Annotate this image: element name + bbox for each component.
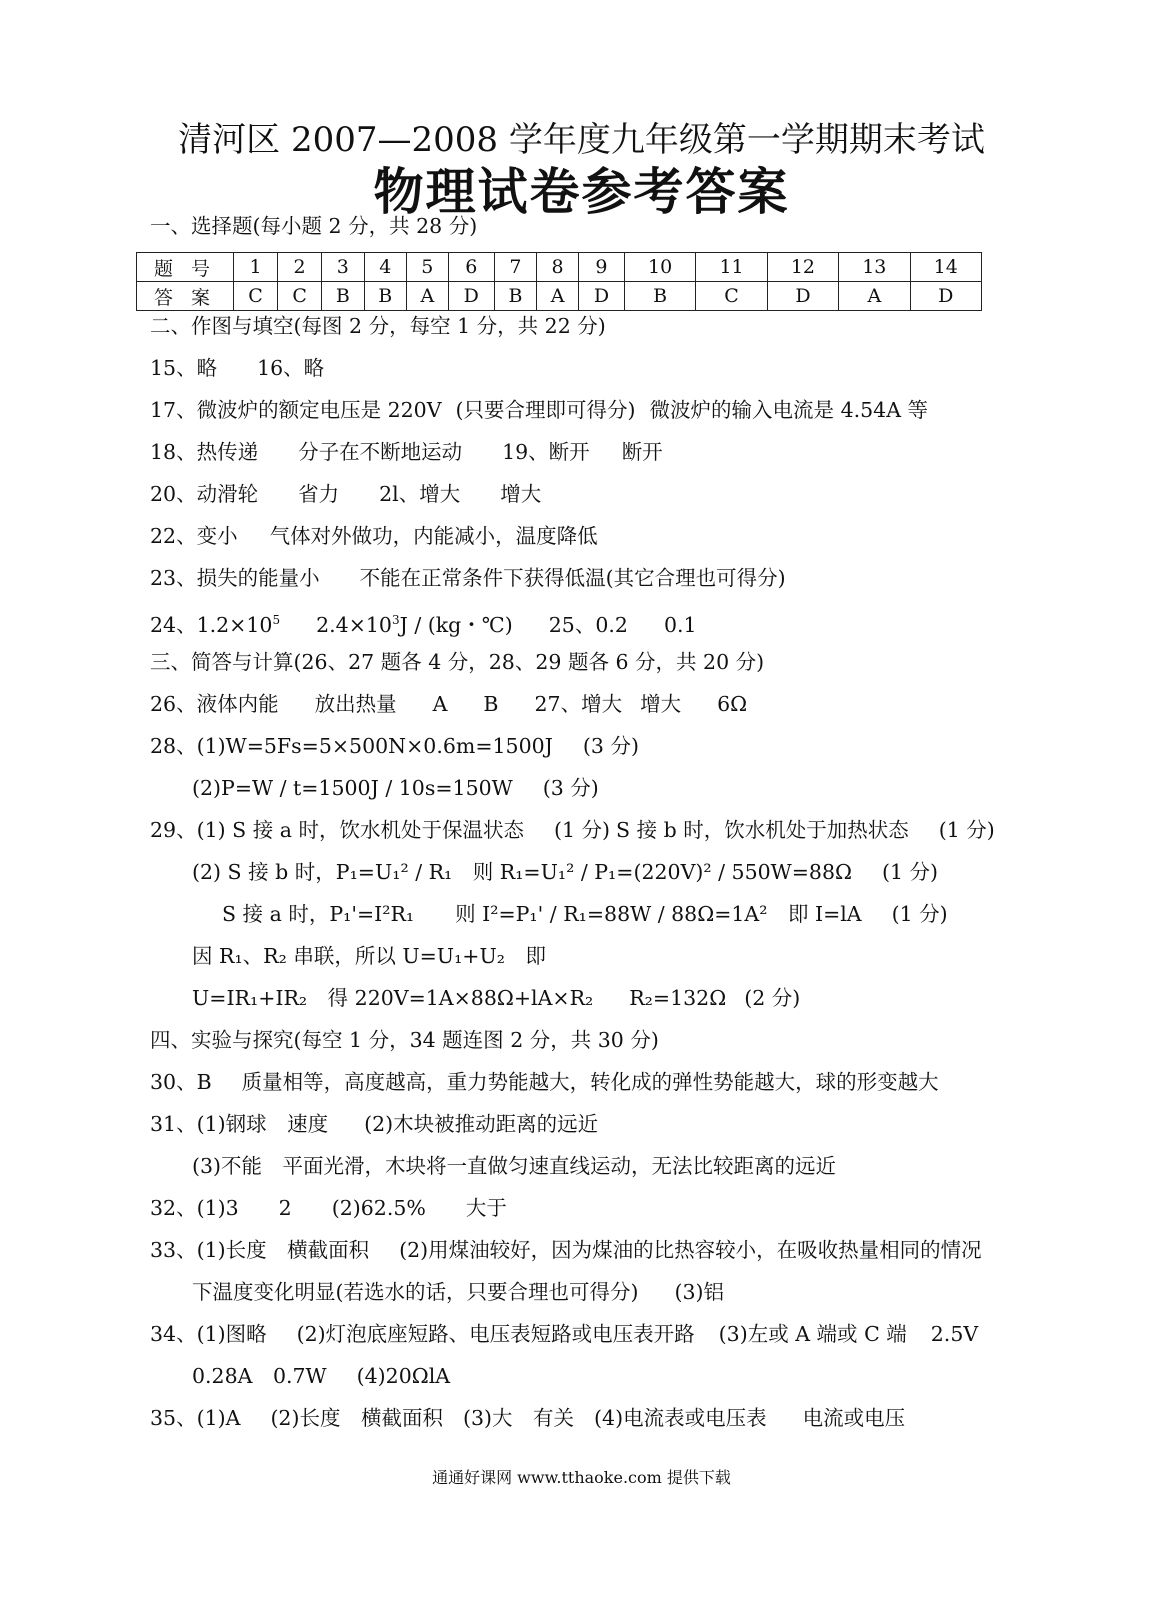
answer-text: 微波炉的输入电流是 4.54A 等 [649, 398, 929, 422]
answer-text: 增大 [500, 482, 542, 506]
answer-text: 下温度变化明显(若选水的话，只要合理也可得分) [192, 1280, 639, 1304]
answer-line [150, 1404, 905, 1432]
answer-text: 31、(1)钢球 速度 [150, 1112, 329, 1136]
answer-line [150, 1236, 982, 1264]
score-text: (1 分) [882, 860, 939, 884]
answer-text: 27、增大 [534, 692, 623, 716]
table-row-label: 题 号 [137, 253, 234, 282]
answer-text: 25、0.2 [548, 612, 628, 637]
answer-text: 质量相等，高度越高，重力势能越大，转化成的弹性势能越大，球的形变越大 [241, 1070, 939, 1094]
answer-text: (只要合理即可得分) [455, 398, 636, 422]
answer-text: (3)大 有关 [462, 1406, 575, 1430]
answer-text: 电流或电压 [802, 1406, 906, 1430]
table-row-label: 答 案 [137, 282, 234, 311]
answer-text: 18、热传递 [150, 440, 259, 464]
answer-line [192, 774, 599, 802]
answer-line [150, 522, 598, 550]
answer-text: 30、B [150, 1070, 212, 1094]
score-text: (3 分) [582, 734, 639, 758]
answer-text: 2 [278, 1196, 292, 1220]
answer-text: 放出热量 [314, 692, 397, 716]
answer-text: U=IR₁+IR₂ 得 220V=1A×88Ω+lA×R₂ [192, 986, 594, 1010]
answer-text: (2)用煤油较好，因为煤油的比热容较小，在吸收热量相同的情况 [399, 1238, 982, 1262]
answer-text: 2.5V [930, 1322, 979, 1346]
answer-line [192, 1278, 724, 1306]
answer-text: R₂=132Ω [629, 986, 727, 1010]
answer-text: (2) S 接 b 时，P₁=U₁² / R₁ 则 R₁=U₁² / P₁=(220V)² / 550W=88Ω [192, 860, 852, 884]
answer-line [150, 606, 697, 639]
answer-line [192, 942, 546, 970]
answer-line [150, 1320, 978, 1348]
page-footer: 通通好课网 www.tthaoke.com 提供下载 [432, 1468, 731, 1487]
table-cell: 14 [910, 253, 981, 282]
table-cell: 6 [448, 253, 494, 282]
answer-text: 0.1 [663, 612, 697, 637]
score-text: (3 分) [542, 776, 599, 800]
table-cell: 2 [278, 253, 322, 282]
section3-heading: 三、简答与计算(26、27 题各 4 分，28、29 题各 6 分，共 20 分) [150, 650, 765, 674]
answer-text: 28、(1)W=5Fs=5×500N×0.6m=1500J [150, 734, 553, 758]
answer-text: (2)木块被推动距离的远近 [364, 1112, 599, 1136]
answer-text: 22、变小 [150, 524, 238, 548]
table-cell: A [406, 282, 448, 311]
answer-text: 29、(1) S 接 a 时，饮水机处于保温状态 [150, 818, 524, 842]
answer-text: 16、略 [257, 356, 325, 380]
answer-text: (3)左或 A 端或 C 端 [718, 1322, 907, 1346]
answer-line [150, 438, 663, 466]
answer-text: 分子在不断地运动 [298, 440, 463, 464]
answer-text: 24、1.2×10 [150, 612, 273, 637]
answer-text: 省力 [298, 482, 340, 506]
table-cell: 11 [696, 253, 767, 282]
answer-text: 0.28A 0.7W [192, 1364, 327, 1388]
table-cell: A [839, 282, 910, 311]
answer-text: 32、(1)3 [150, 1196, 239, 1220]
document-title: 清河区 2007—2008 学年度九年级第一学期期末考试 [178, 120, 985, 160]
table-cell: C [278, 282, 322, 311]
section2-heading: 二、作图与填空(每图 2 分，每空 1 分，共 22 分) [150, 314, 606, 338]
answer-text: A [432, 692, 448, 716]
answer-table-number-row [137, 253, 982, 282]
answer-table-answer-row [137, 282, 982, 311]
table-cell: B [364, 282, 406, 311]
table-cell: D [578, 282, 624, 311]
score-text: (1 分) [938, 818, 995, 842]
answer-text: 34、(1)图略 [150, 1322, 267, 1346]
table-cell: 12 [767, 253, 838, 282]
answer-text: 气体对外做功，内能减小，温度降低 [269, 524, 598, 548]
answer-text: S 接 b 时，饮水机处于加热状态 [616, 818, 909, 842]
table-cell: A [537, 282, 579, 311]
answer-text: 大于 [465, 1196, 507, 1220]
table-cell: 1 [234, 253, 278, 282]
answer-line [150, 690, 747, 718]
table-cell: 8 [537, 253, 579, 282]
answer-line [150, 732, 639, 760]
answer-line [192, 984, 800, 1012]
answer-text: 33、(1)长度 横截面积 [150, 1238, 370, 1262]
answer-text: 因 R₁、R₂ 串联，所以 U=U₁+U₂ 即 [192, 944, 546, 968]
answer-text: 15、略 [150, 356, 218, 380]
answer-text: (4)20ΩlA [356, 1364, 451, 1388]
answer-text: (4)电流表或电压表 [594, 1406, 767, 1430]
score-text: (1 分) [553, 818, 611, 842]
table-cell: 10 [624, 253, 695, 282]
exponent: 3 [391, 613, 400, 627]
answer-line [222, 900, 948, 928]
table-cell: 7 [494, 253, 536, 282]
answer-line [150, 1194, 507, 1222]
answer-line [150, 816, 995, 844]
table-cell: 5 [406, 253, 448, 282]
answer-text: S 接 a 时，P₁'=I²R₁ 则 I²=P₁' / R₁=88W / 88Ω=1A² 即 I=lA [222, 902, 862, 926]
answer-text: 26、液体内能 [150, 692, 279, 716]
answer-table [136, 252, 982, 311]
answer-line [192, 858, 938, 886]
table-cell: B [322, 282, 364, 311]
score-text: (1 分) [891, 902, 948, 926]
answer-text: 2.4×10 [316, 612, 392, 637]
document-subtitle: 物理试卷参考答案 [373, 162, 790, 221]
answer-text: 20、动滑轮 [150, 482, 259, 506]
table-cell: 4 [364, 253, 406, 282]
answer-text: 23、损失的能量小 [150, 566, 320, 590]
answer-text: B [483, 692, 499, 716]
answer-text: (3)铝 [674, 1280, 725, 1304]
answer-text: (2)P=W / t=1500J / 10s=150W [192, 776, 513, 800]
answer-text: 19、断开 [502, 440, 590, 464]
table-cell: 13 [839, 253, 910, 282]
score-text: (2 分) [744, 986, 801, 1010]
answer-text: (2)62.5% [331, 1196, 426, 1220]
table-cell: D [910, 282, 981, 311]
answer-text: 35、(1)A [150, 1406, 241, 1430]
answer-text: 17、微波炉的额定电压是 220V [150, 398, 442, 422]
answer-line [150, 480, 541, 508]
table-cell: D [767, 282, 838, 311]
section4-heading: 四、实验与探究(每空 1 分，34 题连图 2 分，共 30 分) [150, 1028, 659, 1052]
answer-text: 6Ω [717, 692, 748, 716]
answer-line [150, 1110, 598, 1138]
table-cell: B [494, 282, 536, 311]
answer-line [150, 354, 324, 382]
answer-text: (3)不能 平面光滑，木块将一直做匀速直线运动，无法比较距离的远近 [192, 1154, 837, 1178]
answer-line [150, 1068, 939, 1096]
exponent: 5 [272, 613, 281, 627]
table-cell: 3 [322, 253, 364, 282]
answer-line [192, 1362, 450, 1390]
answer-text: (2)长度 横截面积 [270, 1406, 443, 1430]
table-cell: 9 [578, 253, 624, 282]
answer-line [150, 396, 928, 424]
answer-line [192, 1152, 836, 1180]
answer-text: (2)灯泡底座短路、电压表短路或电压表开路 [296, 1322, 695, 1346]
answer-text: J / (kg・℃) [399, 612, 513, 637]
answer-text: 2l、增大 [379, 482, 461, 506]
table-cell: D [448, 282, 494, 311]
table-cell: C [696, 282, 767, 311]
table-cell: B [624, 282, 695, 311]
answer-text: 增大 [640, 692, 682, 716]
answer-line [150, 564, 786, 592]
section1-heading: 一、选择题(每小题 2 分，共 28 分) [150, 214, 478, 238]
answer-text: 不能在正常条件下获得低温(其它合理也可得分) [359, 566, 786, 590]
answer-text: 断开 [621, 440, 663, 464]
table-cell: C [234, 282, 278, 311]
